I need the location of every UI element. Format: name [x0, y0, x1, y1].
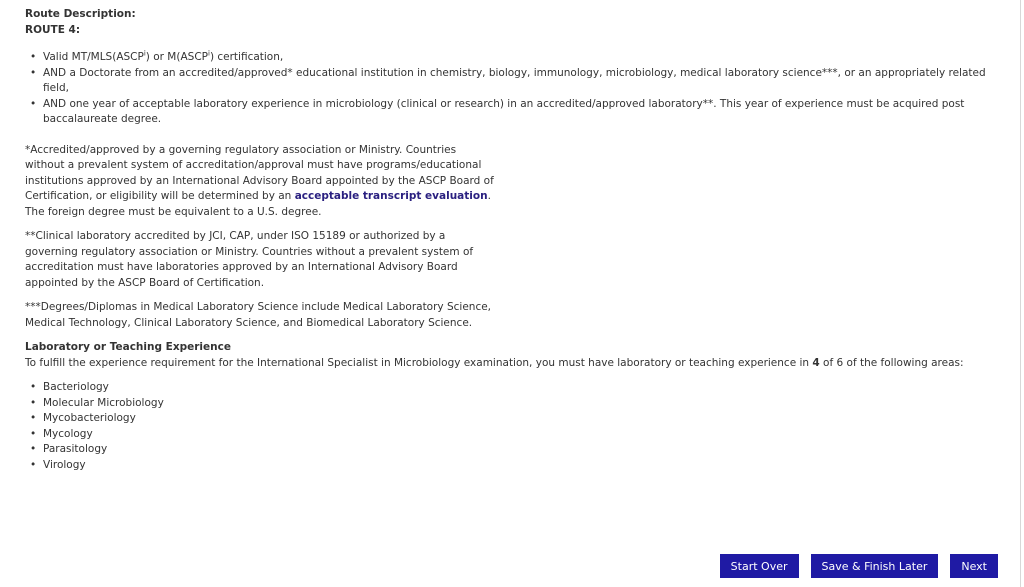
experience-count: 4 — [812, 356, 820, 369]
list-item: • Virology — [43, 458, 1000, 474]
save-finish-later-button[interactable]: Save & Finish Later — [811, 554, 939, 578]
requirement-text-a: Valid MT/MLS(ASCP — [43, 51, 144, 63]
start-over-button[interactable]: Start Over — [720, 554, 799, 578]
next-button[interactable]: Next — [950, 554, 998, 578]
list-item: • Bacteriology — [43, 380, 1000, 396]
transcript-evaluation-link[interactable]: acceptable transcript evaluation — [294, 190, 488, 202]
experience-heading: Laboratory or Teaching Experience — [25, 341, 231, 353]
requirement-item: • AND one year of acceptable laboratory experience in microbiology (clinical or research) in an accredited/approved laboratory**. This year of experience must be acquired post baccalaureate degree. — [43, 97, 1000, 128]
scrollbar-track[interactable] — [1020, 0, 1021, 587]
list-item: • Mycobacteriology — [43, 411, 1000, 427]
clinical-lab-note: **Clinical laboratory accredited by JCI, CAP, under ISO 15189 or authorized by a governing regulatory association or Ministry. Countries without a prevalent system of accreditation must have laboratories approved by an International Advisory Board appointed by the ASCP Board of Certification. — [25, 230, 474, 289]
route-description-panel — [25, 7, 1000, 488]
accredited-note-text: *Accredited/approved by a governing regulatory association or Ministry. Countries without a prevalent system of accreditation/approval must have programs/educational institutions approved by an International Advisory Board appointed by the ASCP Board of Certification, or eligibility will be determined by an — [25, 143, 494, 202]
accredited-note — [25, 143, 545, 221]
experience-text-end: of 6 of the following areas: — [819, 356, 964, 369]
form-actions — [720, 554, 998, 578]
route-description-label: Route Description: — [25, 8, 136, 20]
requirement-item — [43, 50, 1000, 66]
experience-areas-list — [25, 380, 1000, 473]
accredited-note-text-end: . The foreign degree must be equivalent to a U.S. degree. — [25, 190, 491, 218]
requirement-sup-b: i — [207, 49, 210, 58]
requirement-text-b: ) or M(ASCP — [145, 51, 208, 63]
requirement-item: • AND a Doctorate from an accredited/approved* educational institution in chemistry, biology, immunology, microbiology, medical laboratory science***, or an appropriately related field, — [43, 66, 1000, 97]
list-item: • Molecular Microbiology — [43, 396, 1000, 412]
requirements-list — [25, 50, 1000, 128]
requirement-sup-a: i — [143, 49, 146, 58]
route-title: ROUTE 4: — [25, 23, 81, 36]
requirement-text-c: ) certification, — [209, 51, 284, 63]
list-item: • Parasitology — [43, 442, 1000, 458]
experience-text — [25, 356, 1000, 372]
list-item: • Mycology — [43, 427, 1000, 443]
degrees-note: ***Degrees/Diplomas in Medical Laboratory Science include Medical Laboratory Science, Medical Technology, Clinical Laboratory Science, and Biomedical Laboratory Science. — [25, 301, 492, 329]
experience-text-start: To fulfill the experience requirement for the International Specialist in Microbiology examination, you must have laboratory or teaching experience in — [25, 356, 813, 369]
